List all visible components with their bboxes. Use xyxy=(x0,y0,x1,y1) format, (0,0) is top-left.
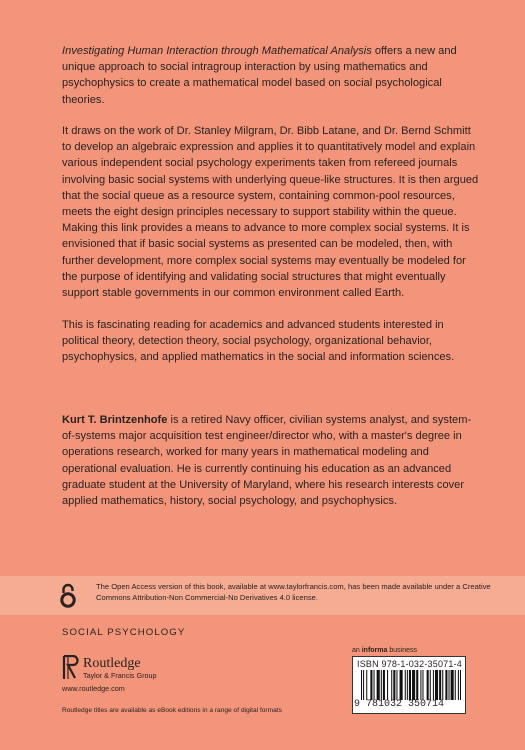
description-paragraph-1 xyxy=(62,43,482,108)
publisher-group: Taylor & Francis Group xyxy=(83,671,157,680)
barcode-digits: 9 781032 350714 xyxy=(354,699,445,710)
barcode-bar xyxy=(391,670,392,700)
ebook-note: Routledge titles are available as eBook editions in a range of digital formats xyxy=(62,707,282,714)
open-access-icon xyxy=(59,582,77,609)
description-paragraph-2: It draws on the work of Dr. Stanley Milgram, Dr. Bibb Latane, and Dr. Bernd Schmitt to develop an algebraic expression and applies it to quantitatively model and explain various independent social psychology experiments taken from refereed journals involving basic social systems with underlying queue-like structures. It is then argued that the social queue as a resource system, containing common-pool resources, meets the eight design principles necessary to support stability within the queue. Making this link provides a means to advance to more complex social systems. It is envisioned that if basic social systems as presented can be modeled, then, with further development, more complex social systems may eventually be modeled for the purpose of identifying and validating social structures that might eventually support stable governments in our common environment called Earth. xyxy=(62,125,479,300)
barcode-bar xyxy=(416,670,418,700)
barcode-bar xyxy=(433,670,434,700)
isbn-barcode xyxy=(352,656,466,714)
author-bio xyxy=(62,412,482,509)
subject-category: SOCIAL PSYCHOLOGY xyxy=(62,627,186,638)
barcode-bar xyxy=(449,670,450,700)
barcode-bar xyxy=(381,670,382,700)
barcode-bar xyxy=(393,670,395,700)
barcode-bar xyxy=(396,670,397,700)
informa-suffix: business xyxy=(387,647,417,654)
barcode-bar xyxy=(442,670,443,700)
open-access-band xyxy=(0,576,525,615)
isbn-number: ISBN 978-1-032-35071-4 xyxy=(357,659,462,669)
informa-prefix: an xyxy=(352,647,362,654)
barcode-bar xyxy=(412,670,415,700)
description-paragraph-3: This is fascinating reading for academics and advanced students interested in political theory, detection theory, social psychology, organizational behavior, psychophysics, and applied mathematics in the social and information sciences. xyxy=(62,319,455,364)
barcode-bar xyxy=(363,670,364,700)
open-access-notice: The Open Access version of this book, available at www.taylorfrancis.com, has been made available under a Creative Commons Attribution-Non Commercial-No Derivatives 4.0 license. xyxy=(96,582,491,602)
barcode-bar xyxy=(445,670,447,700)
barcode-bar xyxy=(451,670,454,700)
barcode-bar xyxy=(458,670,459,700)
informa-tagline xyxy=(352,647,417,654)
barcode-bar xyxy=(361,670,362,700)
book-title: Investigating Human Interaction through Mathematical Analysis xyxy=(62,45,372,57)
barcode-bar xyxy=(377,670,380,700)
barcode-bar xyxy=(383,670,385,700)
publisher-website[interactable]: www.routledge.com xyxy=(62,684,125,693)
barcode-bar xyxy=(374,670,375,700)
barcode-bar xyxy=(422,670,423,700)
barcode-bar xyxy=(387,670,388,700)
author-bio-text: is a retired Navy officer, civilian systems analyst, and system-of-systems major acquisition test engineer/director who, with a master's degree in operations research, worked for many years in mathematical modeling and operational evaluation. He is currently continuing his education as an advanced graduate student at the University of Maryland, where his research interests cover applied mathematics, history, social psychology, and psychophysics. xyxy=(62,414,472,508)
barcode-bar xyxy=(407,670,408,700)
informa-word: informa xyxy=(361,647,388,654)
barcode-bar xyxy=(420,670,421,700)
barcode-bar xyxy=(435,670,438,700)
publisher-name: Routledge xyxy=(83,656,141,671)
barcode-bar xyxy=(439,670,441,700)
routledge-r-logo xyxy=(62,655,79,680)
barcode-bar xyxy=(427,670,429,700)
barcode-bar xyxy=(366,670,367,700)
barcode-bar xyxy=(400,670,403,700)
barcode-bar xyxy=(409,670,411,700)
author-name: Kurt T. Brintzenhofe xyxy=(62,414,168,426)
barcode-bar xyxy=(370,670,372,700)
barcode-bars xyxy=(361,670,461,700)
barcode-bar xyxy=(455,670,456,700)
barcode-bar xyxy=(430,670,431,700)
barcode-bar xyxy=(460,670,461,700)
barcode-bar xyxy=(405,670,406,700)
intro-text: offers a new and unique approach to social intragroup interaction by using mathematics and psychophysics to create a mathematical model based on social psychological theories. xyxy=(62,45,457,106)
